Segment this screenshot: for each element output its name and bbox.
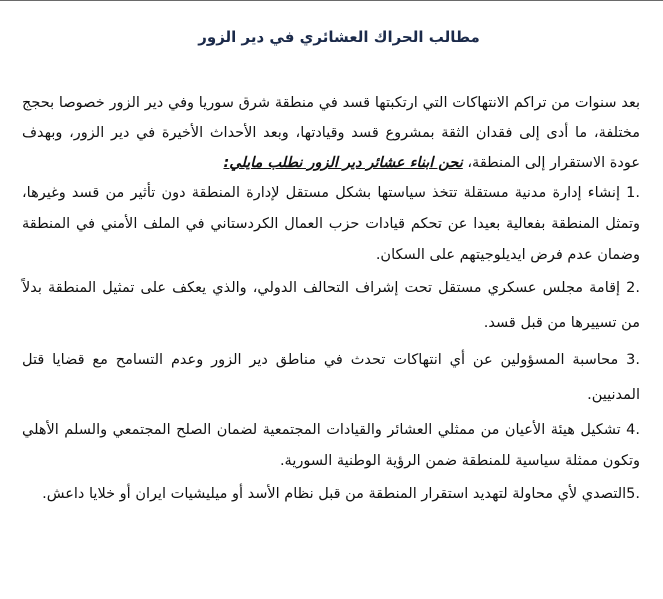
demand-number: 4. <box>626 422 640 438</box>
intro-emphasis: نحن ابناء عشائر دير الزور نطلب مايلي: <box>223 155 463 171</box>
demand-text: إنشاء إدارة مدنية مستقلة تتخذ سياستها بشكل مستقل لإدارة المنطقة دون تأثير من قسد وغيرها، وتمثل المنطقة بفعالية بعيدا عن تحكم قيادات حزب العمال الكردستاني في الملف الأمني في المنطقة وضمان عدم فرض ايديلوجيتهم على السكان. <box>22 185 640 263</box>
demand-item-1 <box>22 178 640 271</box>
document-page <box>22 22 640 512</box>
demand-number: 1. <box>626 185 640 201</box>
intro-paragraph <box>22 88 640 178</box>
demand-text: التصدي لأي محاولة لتهديد استقرار المنطقة من قبل نظام الأسد أو ميليشيات ايران أو خلايا داعش. <box>42 486 627 502</box>
demand-text: تشكيل هيئة الأعيان من ممثلي العشائر والقيادات المجتمعية لضمان الصلح المجتمعي والسلم الأهلي وتكون ممثلة سياسية للمنطقة ضمن الرؤية الوطنية السورية. <box>22 422 640 469</box>
demand-number: 5. <box>626 486 640 502</box>
demand-number: 2. <box>626 280 640 296</box>
demand-text: إقامة مجلس عسكري مستقل تحت إشراف التحالف الدولي، والذي يعكف على تمثيل المنطقة بدلاً من تسييرها من قبل قسد. <box>22 280 640 331</box>
top-border-rule <box>0 0 663 1</box>
demand-number: 3. <box>626 352 640 368</box>
document-title <box>22 22 640 58</box>
document-title-text: مطالب الحراك العشائري في دير الزور <box>198 28 480 46</box>
demand-item-2 <box>22 271 640 341</box>
intro-text: بعد سنوات من تراكم الانتهاكات التي ارتكبتها قسد في منطقة شرق سوريا وفي دير الزور خصوصا بحجج مختلفة، ما أدى إلى فقدان الثقة بمشروع قسد وقيادتها، وبعد الأحداث الأخيرة في دير الزور، وبهدف عودة الاستقرار إلى المنطقة، <box>22 95 640 171</box>
demand-item-3 <box>22 343 640 413</box>
demand-text: محاسبة المسؤولين عن أي انتهاكات تحدث في مناطق دير الزور وعدم التسامح مع قضايا قتل المدنيين. <box>22 352 640 403</box>
demand-item-5 <box>22 477 640 512</box>
demand-item-4 <box>22 415 640 477</box>
